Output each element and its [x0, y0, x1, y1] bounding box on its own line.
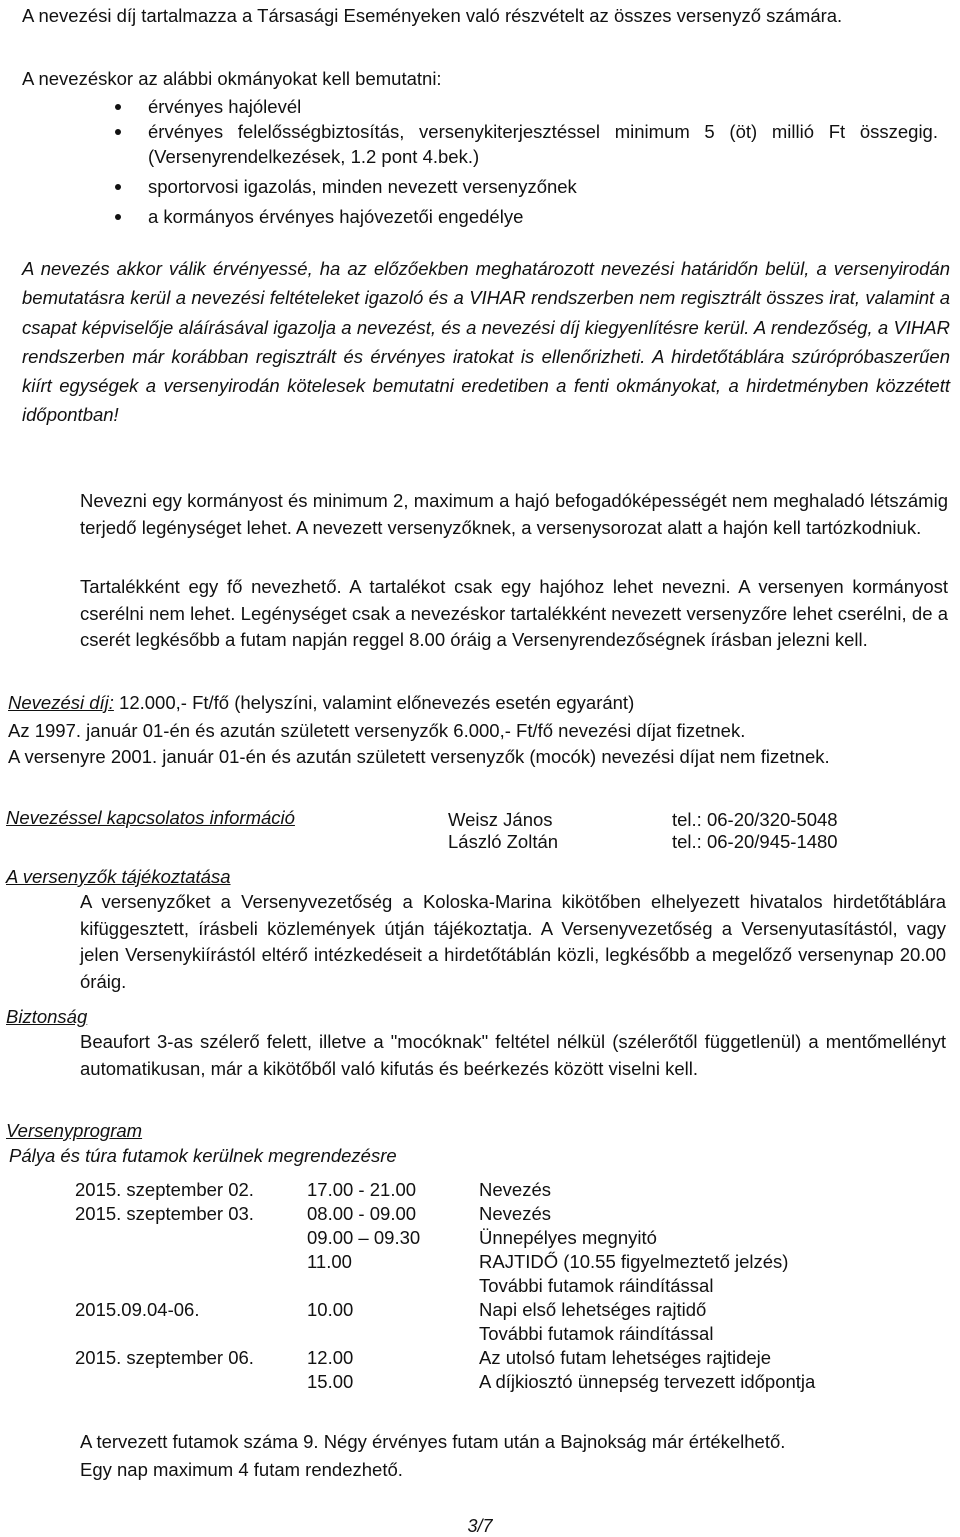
schedule-date-cell — [75, 1274, 307, 1298]
list-item: érvényes hajólevél — [148, 94, 938, 119]
safety-heading: Biztonság — [6, 1006, 88, 1027]
program-note-2: Egy nap maximum 4 futam rendezhető. — [80, 1459, 403, 1480]
fee-value: 12.000,- Ft/fő (helyszíni, valamint előnevezés esetén egyaránt) — [119, 692, 635, 713]
schedule-date-cell: 2015.09.04-06. — [75, 1299, 200, 1320]
bullet-icon — [115, 104, 121, 110]
table-row — [75, 1202, 815, 1226]
schedule-time-cell: 10.00 — [307, 1299, 354, 1320]
bullet-icon — [115, 129, 121, 135]
table-row — [75, 1298, 815, 1322]
table-row — [75, 1250, 815, 1274]
schedule-date-cell — [75, 1370, 307, 1394]
schedule-event-cell: További futamok ráindítással — [479, 1323, 714, 1344]
contact-tel-2: tel.: 06-20/945-1480 — [672, 831, 838, 852]
contact-heading: Nevezéssel kapcsolatos információ — [6, 807, 295, 828]
schedule-event-cell: További futamok ráindítással — [479, 1275, 714, 1296]
crew-paragraph: Nevezni egy kormányost és minimum 2, maximum a hajó befogadóképességét nem meghaladó létszámig terjedő legénységet lehet. A nevezett versenyzőknek, a versenysorozat alatt a hajón kell tartózkodniuk. — [80, 490, 948, 538]
schedule-date-cell: 2015. szeptember 02. — [75, 1179, 254, 1200]
schedule-event-cell: Nevezés — [479, 1179, 551, 1200]
schedule-time-cell: 17.00 - 21.00 — [307, 1179, 417, 1200]
schedule-time-cell: 08.00 - 09.00 — [307, 1203, 417, 1224]
table-row — [75, 1322, 815, 1346]
contact-name-1: Weisz János — [448, 809, 553, 830]
table-row — [75, 1274, 815, 1298]
schedule-date-cell: 2015. szeptember 03. — [75, 1203, 254, 1224]
schedule-time-cell — [307, 1322, 479, 1346]
fee-mocok-text: A versenyre 2001. január 01-én és azután született versenyzők (mocók) nevezési díjat nem fizetnek. — [8, 746, 830, 767]
schedule-date-cell — [75, 1226, 307, 1250]
validity-paragraph: A nevezés akkor válik érvényessé, ha az előzőekben meghatározott nevezési határidőn belül, a versenyirodán bemutatásra kerül a nevezési feltételeket igazoló és a VIHAR rendszerben nem regisztrált összes irat, valamint a csapat képviselője aláírásával igazolja a nevezést, és a nevezési díj kiegyenlítésre kerül. A rendezőség, a VIHAR rendszerben már korábban regisztrált és érvényes iratokat is ellenőrizheti. A hirdetőtáblára szúrópróbaszerűen kiírt egységek a versenyirodán kötelesek bemutatni eredetiben a fenti okmányokat, a hirdetményben közzétett időpontban! — [22, 258, 950, 426]
reserve-paragraph: Tartalékként egy fő nevezhető. A tartalékot csak egy hajóhoz lehet nevezni. A versenyen kormányost cserélni nem lehet. Legénységet csak a nevezéskor tartalékként nevezett versenyzőre lehet cserélni, de a cserét legkésőbb a futam napján reggel 8.00 óráig a Versenyrendezőségnek írásban jelezni kell. — [80, 576, 948, 650]
required-documents-list — [148, 94, 938, 229]
safety-paragraph: Beaufort 3-as szélerő felett, illetve a "mocóknak" feltétel nélkül (szélerőtől függetlenül) a mentőmellényt automatikusan, már a kikötőből való kifutás és beérkezés között viselni kell. — [80, 1031, 946, 1079]
schedule-event-cell: Az utolsó futam lehetséges rajtideje — [479, 1347, 772, 1368]
list-item: érvényes felelősségbiztosítás, versenykiterjesztéssel minimum 5 (öt) millió Ft összegig. (Versenyrendelkezések, 1.2 pont 4.bek.) — [148, 119, 938, 174]
schedule-table — [75, 1178, 815, 1394]
schedule-event-cell: RAJTIDŐ (10.55 figyelmeztető jelzés) — [479, 1251, 789, 1272]
schedule-event-cell: Napi első lehetséges rajtidő — [479, 1299, 707, 1320]
bullet-icon — [115, 184, 121, 190]
table-row — [75, 1178, 815, 1202]
schedule-date-cell: 2015. szeptember 06. — [75, 1347, 254, 1368]
program-heading: Versenyprogram — [6, 1120, 143, 1141]
schedule-time-cell — [307, 1274, 479, 1298]
contact-tel-1: tel.: 06-20/320-5048 — [672, 809, 838, 830]
program-subheading: Pálya és túra futamok kerülnek megrendezésre — [9, 1145, 397, 1166]
schedule-date-cell — [75, 1322, 307, 1346]
schedule-time-cell: 15.00 — [307, 1371, 354, 1392]
schedule-event-cell: Nevezés — [479, 1203, 551, 1224]
schedule-time-cell: 11.00 — [307, 1251, 352, 1272]
schedule-date-cell — [75, 1250, 307, 1274]
list-item: sportorvosi igazolás, minden nevezett versenyzőnek — [148, 174, 938, 204]
table-row — [75, 1346, 815, 1370]
bullet-icon — [115, 214, 121, 220]
contact-name-2: László Zoltán — [448, 831, 559, 852]
list-item: a kormányos érvényes hajóvezetői engedélye — [148, 204, 938, 229]
schedule-event-cell: Ünnepélyes megnyitó — [479, 1227, 657, 1248]
fee-junior-text: Az 1997. január 01-én és azután született versenyzők 6.000,- Ft/fő nevezési díjat fizetnek. — [8, 720, 746, 741]
table-row — [75, 1226, 815, 1250]
schedule-time-cell: 09.00 – 09.30 — [307, 1227, 421, 1248]
schedule-time-cell: 12.00 — [307, 1347, 354, 1368]
schedule-event-cell: A díjkiosztó ünnepség tervezett időpontja — [479, 1371, 816, 1392]
table-row — [75, 1370, 815, 1394]
fee-includes-text: A nevezési díj tartalmazza a Társasági Eseményeken való részvételt az összes versenyző számára. — [22, 5, 843, 26]
info-heading: A versenyzők tájékoztatása — [6, 866, 231, 887]
info-paragraph: A versenyzőket a Versenyvezetőség a Koloska-Marina kikötőben elhelyezett hivatalos hirdetőtáblára kifüggesztett, írásbeli közlemények útján tájékoztatja. A Versenyvezetőség a Versenyutasítástól, vagy jelen Versenykiírástól eltérő intézkedéseit a hirdetőtáblán közli, legkésőbb a megelőző versenynap 20.00 óráig. — [80, 891, 946, 992]
program-note-1: A tervezett futamok száma 9. Négy érvényes futam után a Bajnokság már értékelhető. — [80, 1431, 786, 1452]
fee-label: Nevezési díj: — [8, 692, 114, 713]
fee-line — [8, 690, 948, 715]
page-number: 3/7 — [467, 1516, 493, 1536]
docs-intro-text: A nevezéskor az alábbi okmányokat kell bemutatni: — [22, 68, 442, 89]
